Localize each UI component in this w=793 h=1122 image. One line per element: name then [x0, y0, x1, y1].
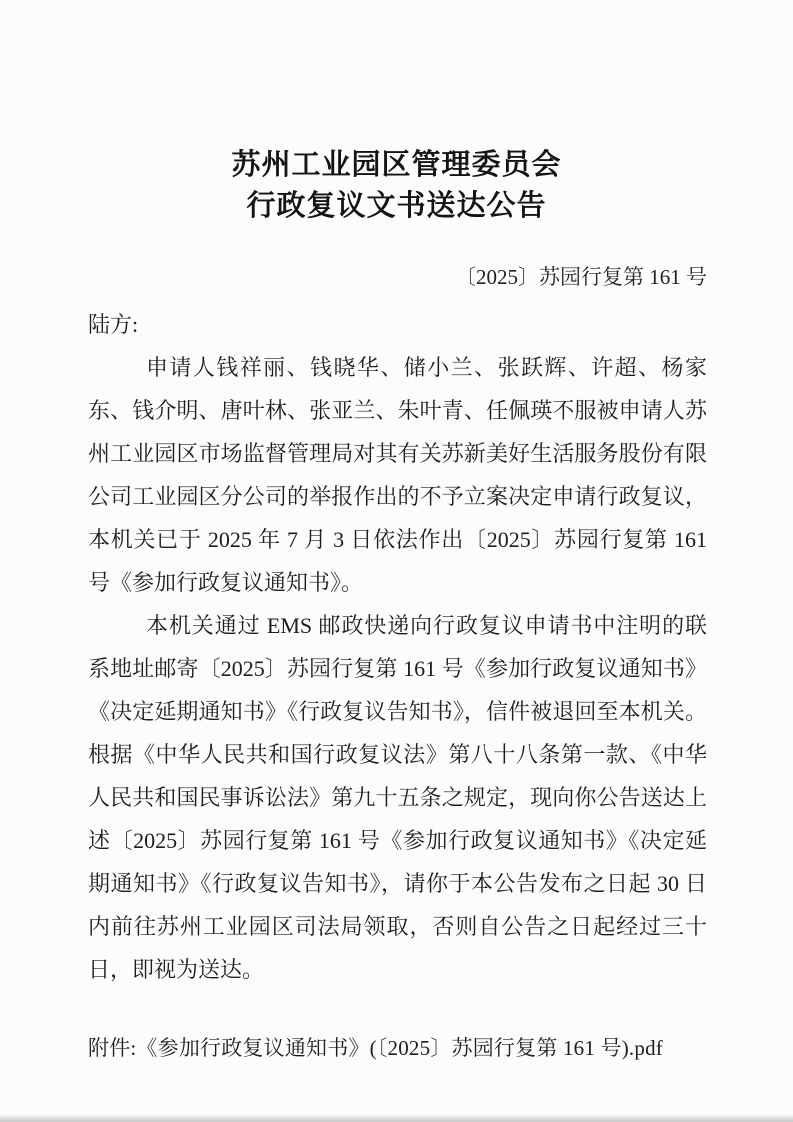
- paragraph-1: 申请人钱祥丽、钱晓华、储小兰、张跃辉、许超、杨家东、钱介明、唐叶林、张亚兰、朱叶青、任佩瑛不服被申请人苏州工业园区市场监督管理局对其有关苏新美好生活服务股份有限公司工业园区分公司的举报作出的不予立案决定申请行政复议，本机关已于 2025 年 7 月 3 日依法作出〔2025〕苏园行复第 161 号《参加行政复议通知书》。: [88, 355, 707, 595]
- title-line-2: 行政复议文书送达公告: [246, 190, 547, 222]
- paragraph-2: 本机关通过 EMS 邮政快递向行政复议申请书中注明的联系地址邮寄〔2025〕苏园行复第 161 号《参加行政复议通知书》《决定延期通知书》《行政复议告知书》，信件被退回至本机关。根据《中华人民共和国行政复议法》第八十八条第一款、《中华人民共和国民事诉讼法》第九十五条之规定，现向你公告送达上述〔2025〕苏园行复第 161 号《参加行政复议通知书》《决定延期通知书》《行政复议告知书》，请你于本公告发布之日起 30 日内前往苏州工业园区司法局领取，否则自公告之日起经过三十日，即视为送达。: [88, 613, 707, 982]
- document-title: [0, 0, 793, 227]
- document-number: 〔2025〕苏园行复第 161 号: [455, 265, 707, 289]
- document-body: [88, 303, 707, 1070]
- attachment-line: 附件:《参加行政复议通知书》(〔2025〕苏园行复第 161 号).pdf: [88, 1036, 663, 1060]
- title-line-1: 苏州工业园区管理委员会: [231, 149, 562, 181]
- salutation: 陆方:: [88, 312, 139, 337]
